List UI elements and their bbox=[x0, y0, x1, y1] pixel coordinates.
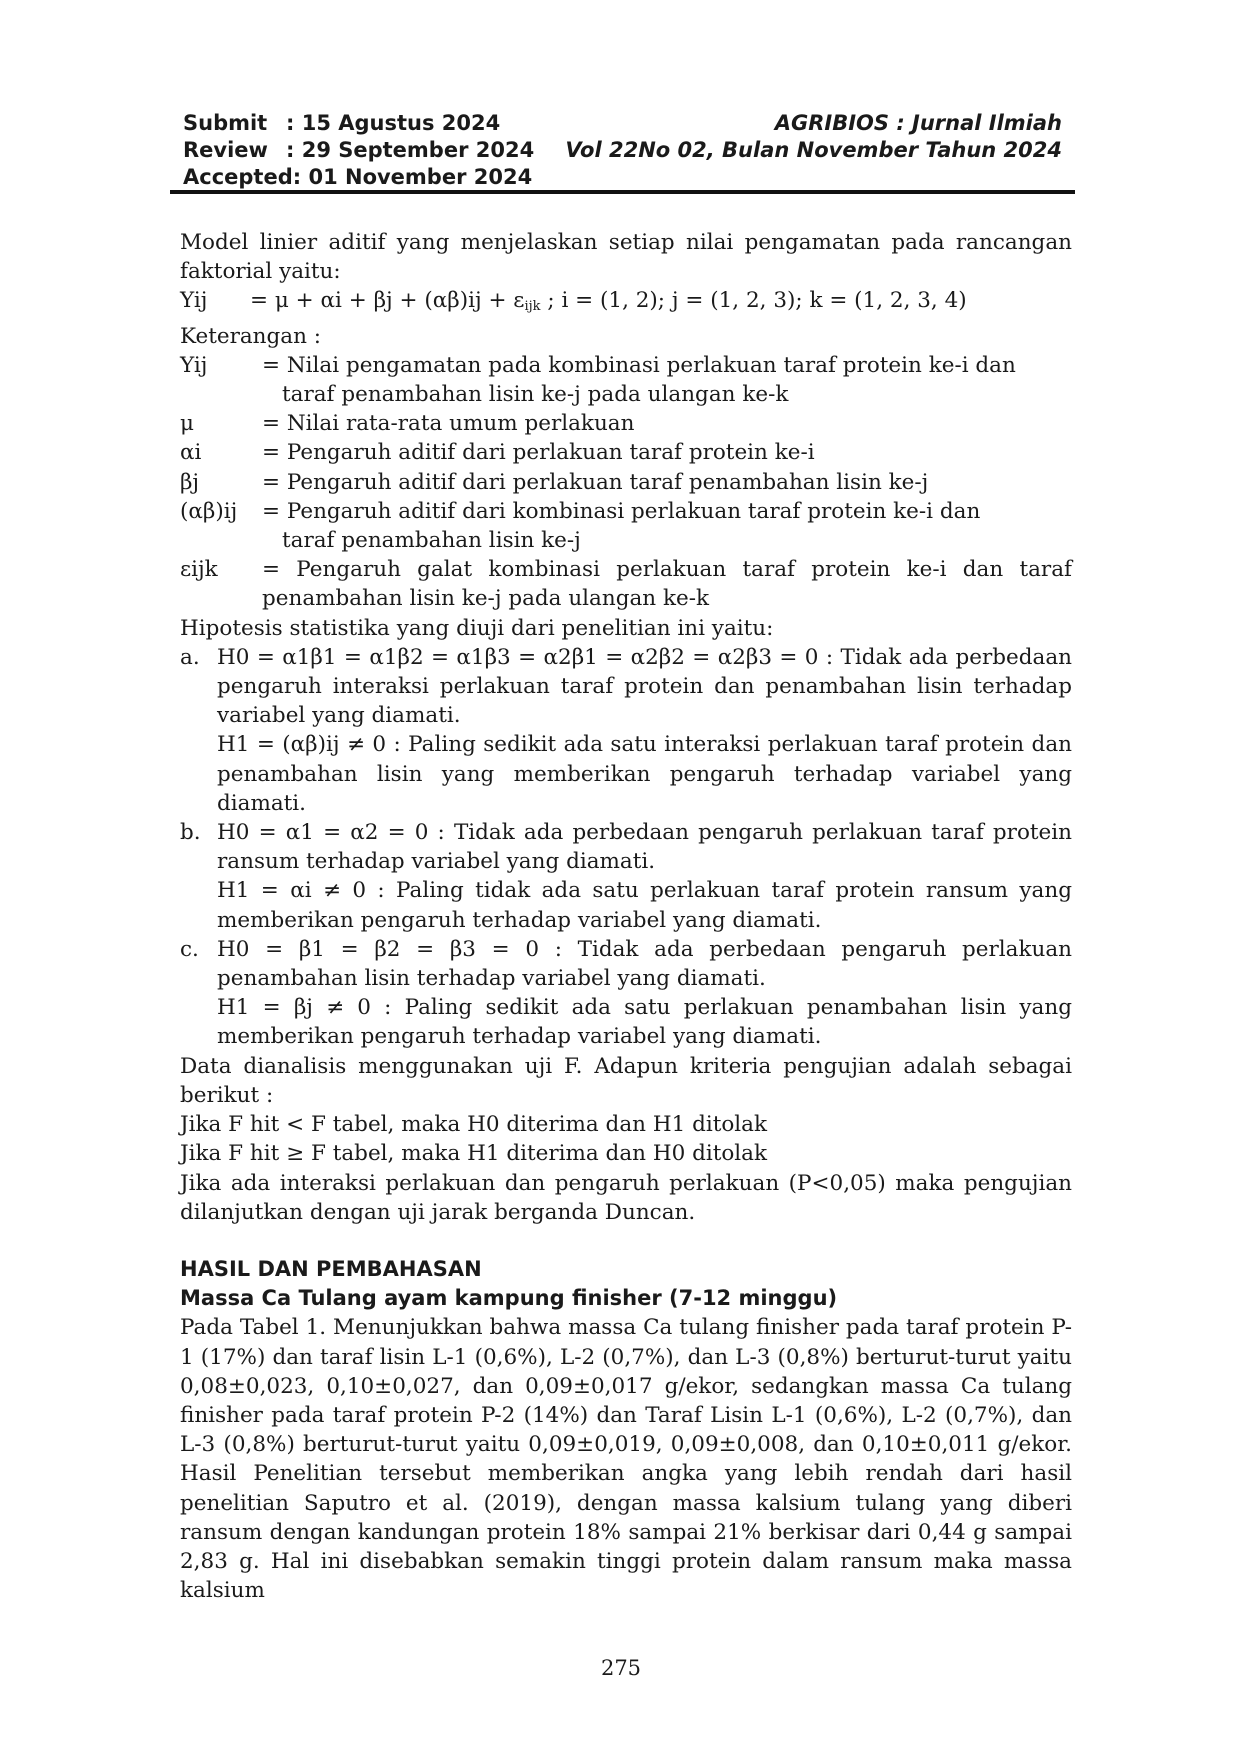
hypothesis-label: c. bbox=[180, 936, 199, 962]
submission-dates bbox=[183, 110, 534, 191]
duncan-paragraph: Jika ada interaksi perlakuan dan pengaruh perlakuan (P<0,05) maka pengujian dilanjutkan dengan uji jarak berganda Duncan. bbox=[180, 1170, 1072, 1225]
hypothesis-h1: H1 = βj ≠ 0 : Paling sedikit ada satu perlakuan penambahan lisin yang memberikan pengaruh terhadap variabel yang diamati. bbox=[217, 995, 1072, 1050]
definition-symbol: βj bbox=[180, 469, 200, 495]
hypotheses-intro: Hipotesis statistika yang diuji dari penelitian ini yaitu: bbox=[180, 615, 774, 641]
hypothesis-label: a. bbox=[180, 644, 200, 670]
submit-label: Submit bbox=[183, 111, 268, 135]
definition-text-cont: taraf penambahan lisin ke-j bbox=[282, 528, 581, 554]
hypothesis-h0: H0 = α1 = α2 = 0 : Tidak ada perbedaan pengaruh perlakuan taraf protein ransum terhadap variabel yang diamati. bbox=[217, 820, 1072, 875]
hypothesis-label: b. bbox=[180, 820, 201, 846]
definition-text: = Nilai pengamatan pada kombinasi perlakuan taraf protein ke-i dan bbox=[262, 352, 1016, 378]
definition-row bbox=[180, 468, 1072, 497]
definition-text: = Pengaruh aditif dari perlakuan taraf penambahan lisin ke-j bbox=[262, 469, 929, 495]
journal-volume: Vol 22No 02, Bulan November Tahun 2024 bbox=[565, 138, 1062, 162]
definition-text: = Nilai rata-rata umum perlakuan bbox=[262, 411, 635, 437]
subsection-heading: Massa Ca Tulang ayam kampung finisher (7-12 minggu) bbox=[180, 1286, 838, 1311]
review-label: Review bbox=[183, 138, 268, 162]
criteria-rule-2: Jika F hit ≥ F tabel, maka H1 diterima dan H0 ditolak bbox=[180, 1141, 768, 1167]
definition-text: = Pengaruh galat kombinasi perlakuan taraf protein ke-i dan taraf bbox=[262, 557, 1072, 583]
hypothesis-item-b bbox=[180, 818, 1072, 935]
equation-indices: ; i = (1, 2); j = (1, 2, 3); k = (1, 2, 3, 4) bbox=[540, 288, 967, 314]
definition-row bbox=[180, 438, 1072, 467]
accepted-date: : 01 November 2024 bbox=[292, 165, 533, 189]
section-heading: HASIL DAN PEMBAHASAN bbox=[180, 1256, 482, 1281]
hypothesis-h0: H0 = β1 = β2 = β3 = 0 : Tidak ada perbedaan pengaruh perlakuan penambahan lisin terhadap variabel yang diamati. bbox=[217, 936, 1072, 992]
equation-rhs bbox=[250, 286, 967, 321]
definition-text: = Pengaruh aditif dari kombinasi perlakuan taraf protein ke-i dan bbox=[262, 498, 981, 524]
model-intro: Model linier aditif yang menjelaskan setiap nilai pengamatan pada rancangan faktorial yaitu: bbox=[180, 230, 1072, 285]
criteria-rule-1: Jika F hit < F tabel, maka H0 diterima dan H1 ditolak bbox=[180, 1112, 768, 1138]
submit-date: : 15 Agustus 2024 bbox=[286, 111, 501, 135]
definition-symbol: (αβ)ij bbox=[180, 498, 238, 524]
definition-symbol: αi bbox=[180, 440, 202, 466]
results-paragraph: Pada Tabel 1. Menunjukkan bahwa massa Ca tulang finisher pada taraf protein P-1 (17%) dan taraf lisin L-1 (0,6%), L-2 (0,7%), dan L-3 (0,8%) berturut-turut yaitu 0,08±0,023, 0,10±0,027, dan 0,09±0,017 g/ekor, sedangkan massa Ca tulang finisher pada taraf protein P-2 (14%) dan Taraf Lisin L-1 (0,6%), L-2 (0,7%), dan L-3 (0,8%) berturut-turut yaitu 0,09±0,019, 0,09±0,008, dan 0,10±0,011 g/ekor. Hasil Penelitian tersebut memberikan angka yang lebih rendah dari hasil penelitian Saputro et al. (2019), dengan massa kalsium tulang yang diberi ransum dengan kandungan protein 18% sampai 21% berkisar dari 0,44 g sampai 2,83 g. Hal ini disebabkan semakin tinggi protein dalam ransum maka massa kalsium bbox=[180, 1315, 1072, 1604]
definition-symbol: εijk bbox=[180, 557, 218, 583]
hypothesis-h1: H1 = (αβ)ij ≠ 0 : Paling sedikit ada satu interaksi perlakuan taraf protein dan penambahan lisin yang memberikan pengaruh terhadap variabel yang diamati. bbox=[217, 732, 1072, 816]
page-body bbox=[180, 228, 1072, 1605]
equation-terms: = μ + αi + βj + (αβ)ij + ε bbox=[250, 288, 525, 314]
hypothesis-item-c bbox=[180, 935, 1072, 1052]
definition-row bbox=[180, 409, 1072, 438]
header-rule bbox=[170, 190, 1075, 194]
hypothesis-h1: H1 = αi ≠ 0 : Paling tidak ada satu perlakuan taraf protein ransum yang memberikan pengaruh terhadap variabel yang diamati. bbox=[217, 878, 1072, 933]
definition-text-cont: penambahan lisin ke-j pada ulangan ke-k bbox=[262, 586, 710, 612]
page-number: 275 bbox=[600, 1656, 642, 1680]
journal-info bbox=[565, 110, 1062, 164]
definition-row bbox=[180, 555, 1072, 613]
review-date: : 29 September 2024 bbox=[286, 138, 535, 162]
definition-row bbox=[180, 351, 1072, 409]
definition-text: = Pengaruh aditif dari perlakuan taraf protein ke-i bbox=[262, 440, 815, 466]
definition-symbol: μ bbox=[180, 411, 194, 437]
journal-title: AGRIBIOS : Jurnal Ilmiah bbox=[774, 111, 1062, 135]
definition-list bbox=[180, 351, 1072, 614]
hypothesis-item-a bbox=[180, 643, 1072, 818]
definition-row bbox=[180, 497, 1072, 555]
equation-lhs: Yij bbox=[180, 288, 208, 314]
model-equation bbox=[180, 286, 1072, 321]
definition-symbol: Yij bbox=[180, 352, 208, 378]
keterangan-label: Keterangan : bbox=[180, 323, 322, 349]
equation-subscript: ijk bbox=[524, 299, 541, 315]
accepted-label: Accepted bbox=[183, 165, 293, 189]
definition-text-cont: taraf penambahan lisin ke-j pada ulangan ke-k bbox=[282, 382, 789, 408]
analysis-paragraph: Data dianalisis menggunakan uji F. Adapun kriteria pengujian adalah sebagai berikut : bbox=[180, 1053, 1072, 1108]
hypothesis-h0: H0 = α1β1 = α1β2 = α1β3 = α2β1 = α2β2 = α2β3 = 0 : Tidak ada perbedaan pengaruh interaksi perlakuan taraf protein dan penambahan lisin terhadap variabel yang diamati. bbox=[217, 644, 1072, 729]
